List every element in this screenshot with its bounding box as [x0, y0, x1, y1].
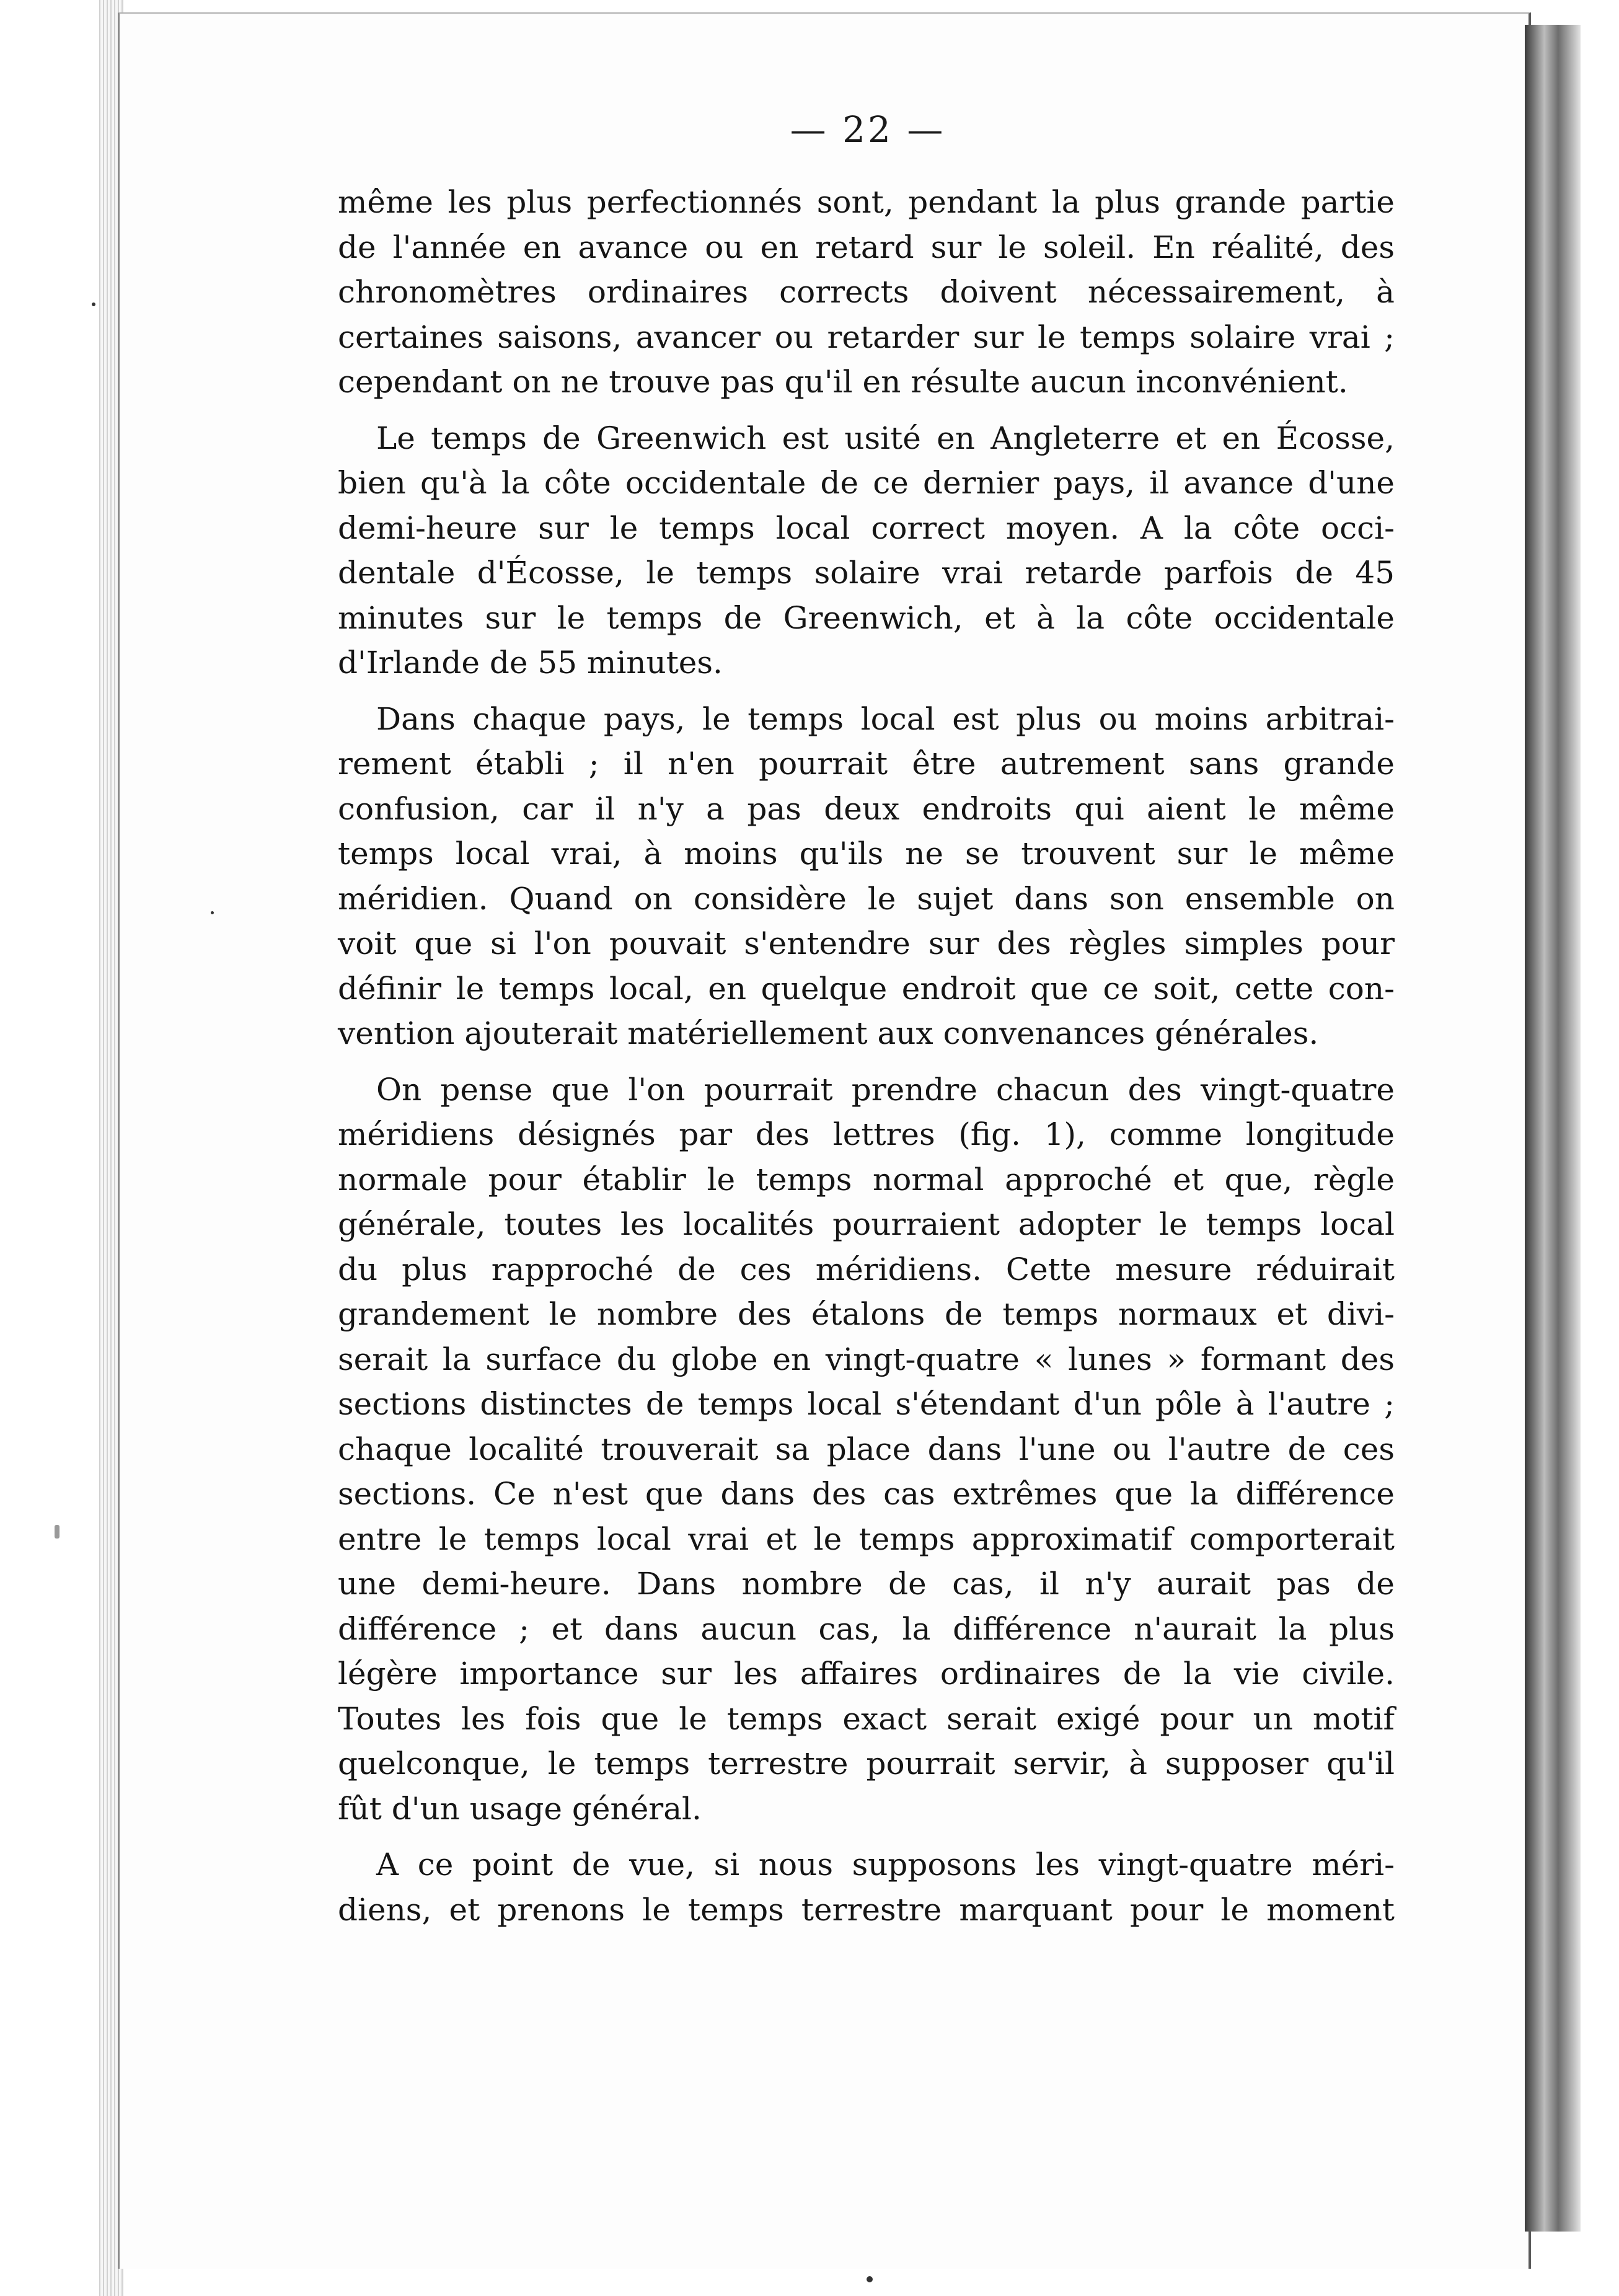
text-line: différence ; et dans aucun cas, la différence n'aurait la plus — [338, 1610, 1395, 1647]
text-line: diens, et prenons le temps terrestre marquant pour le moment — [338, 1891, 1395, 1928]
text-line: rement établi ; il n'en pourrait être autrement sans grande — [338, 746, 1395, 782]
text-line: temps local vrai, à moins qu'ils ne se trouvent sur le même — [338, 836, 1395, 872]
paragraph — [338, 416, 1395, 686]
text-line: dentale d'Écosse, le temps solaire vrai retarde parfois de 45 — [338, 555, 1395, 591]
text-line: grandement le nombre des étalons de temps normaux et divi- — [338, 1296, 1395, 1332]
text-line: entre le temps local vrai et le temps approximatif comporterait — [338, 1521, 1395, 1557]
scan-speck — [92, 302, 95, 306]
text-line: chaque localité trouverait sa place dans l'une ou l'autre de ces — [338, 1431, 1395, 1467]
text-line: légère importance sur les affaires ordinaires de la vie civile. — [338, 1656, 1395, 1692]
text-line: confusion, car il n'y a pas deux endroits qui aient le même — [338, 790, 1395, 827]
text-line: une demi-heure. Dans nombre de cas, il n'y aurait pas de — [338, 1566, 1395, 1602]
text-line: sections. Ce n'est que dans des cas extrêmes que la différence — [338, 1476, 1395, 1512]
book-spine-shadow — [1525, 25, 1581, 2232]
text-line: méridiens désignés par des lettres (fig. 1), comme longitude — [338, 1116, 1395, 1152]
text-line: cependant on ne trouve pas qu'il en résulte aucun inconvénient. — [338, 364, 1348, 400]
text-line: On pense que l'on pourrait prendre chacun des vingt-quatre — [376, 1071, 1395, 1108]
paragraph — [338, 697, 1395, 1056]
text-line: fût d'un usage général. — [338, 1790, 702, 1827]
scan-speck — [867, 2276, 873, 2282]
paragraph — [338, 1842, 1395, 1932]
scan-speck — [55, 1525, 60, 1539]
text-line: voit que si l'on pouvait s'entendre sur des règles simples pour — [338, 925, 1395, 961]
text-line: A ce point de vue, si nous supposons les vingt-quatre méri- — [376, 1847, 1395, 1883]
paragraph — [338, 1067, 1395, 1832]
text-line: chronomètres ordinaires corrects doivent nécessairement, à — [338, 274, 1395, 310]
text-line: définir le temps local, en quelque endroit que ce soit, cette con- — [338, 970, 1395, 1007]
text-line: quelconque, le temps terrestre pourrait servir, à supposer qu'il — [338, 1746, 1395, 1782]
text-line: Toutes les fois que le temps exact serait exigé pour un motif — [338, 1700, 1395, 1737]
text-line: méridien. Quand on considère le sujet dans son ensemble on — [338, 880, 1395, 917]
text-line: générale, toutes les localités pourraient adopter le temps local — [338, 1206, 1395, 1242]
text-line: même les plus perfectionnés sont, pendant la plus grande partie — [338, 184, 1395, 220]
text-line: du plus rapproché de ces méridiens. Cette mesure réduirait — [338, 1251, 1395, 1287]
text-line: de l'année en avance ou en retard sur le soleil. En réalité, des — [338, 229, 1395, 265]
text-line: d'Irlande de 55 minutes. — [338, 645, 723, 681]
text-line: normale pour établir le temps normal approché et que, règle — [338, 1161, 1395, 1198]
text-line: Dans chaque pays, le temps local est plus ou moins arbitrai- — [376, 700, 1395, 737]
text-line: bien qu'à la côte occidentale de ce dernier pays, il avance d'une — [338, 465, 1395, 501]
text-line: Le temps de Greenwich est usité en Angleterre et en Écosse, — [376, 420, 1395, 456]
text-line: minutes sur le temps de Greenwich, et à la côte occidentale — [338, 599, 1395, 636]
page-number: — 22 — — [790, 108, 946, 151]
paragraph — [338, 180, 1395, 405]
text-line: certaines saisons, avancer ou retarder sur le temps solaire vrai ; — [338, 319, 1395, 355]
text-line: serait la surface du globe en vingt-quatre « lunes » formant des — [338, 1341, 1395, 1377]
text-line: sections distinctes de temps local s'étendant d'un pôle à l'autre ; — [338, 1386, 1395, 1422]
scan-speck — [211, 911, 214, 914]
text-line: vention ajouterait matériellement aux convenances générales. — [338, 1015, 1319, 1051]
text-line: demi-heure sur le temps local correct moyen. A la côte occi- — [338, 510, 1395, 546]
body-text — [338, 180, 1395, 1943]
